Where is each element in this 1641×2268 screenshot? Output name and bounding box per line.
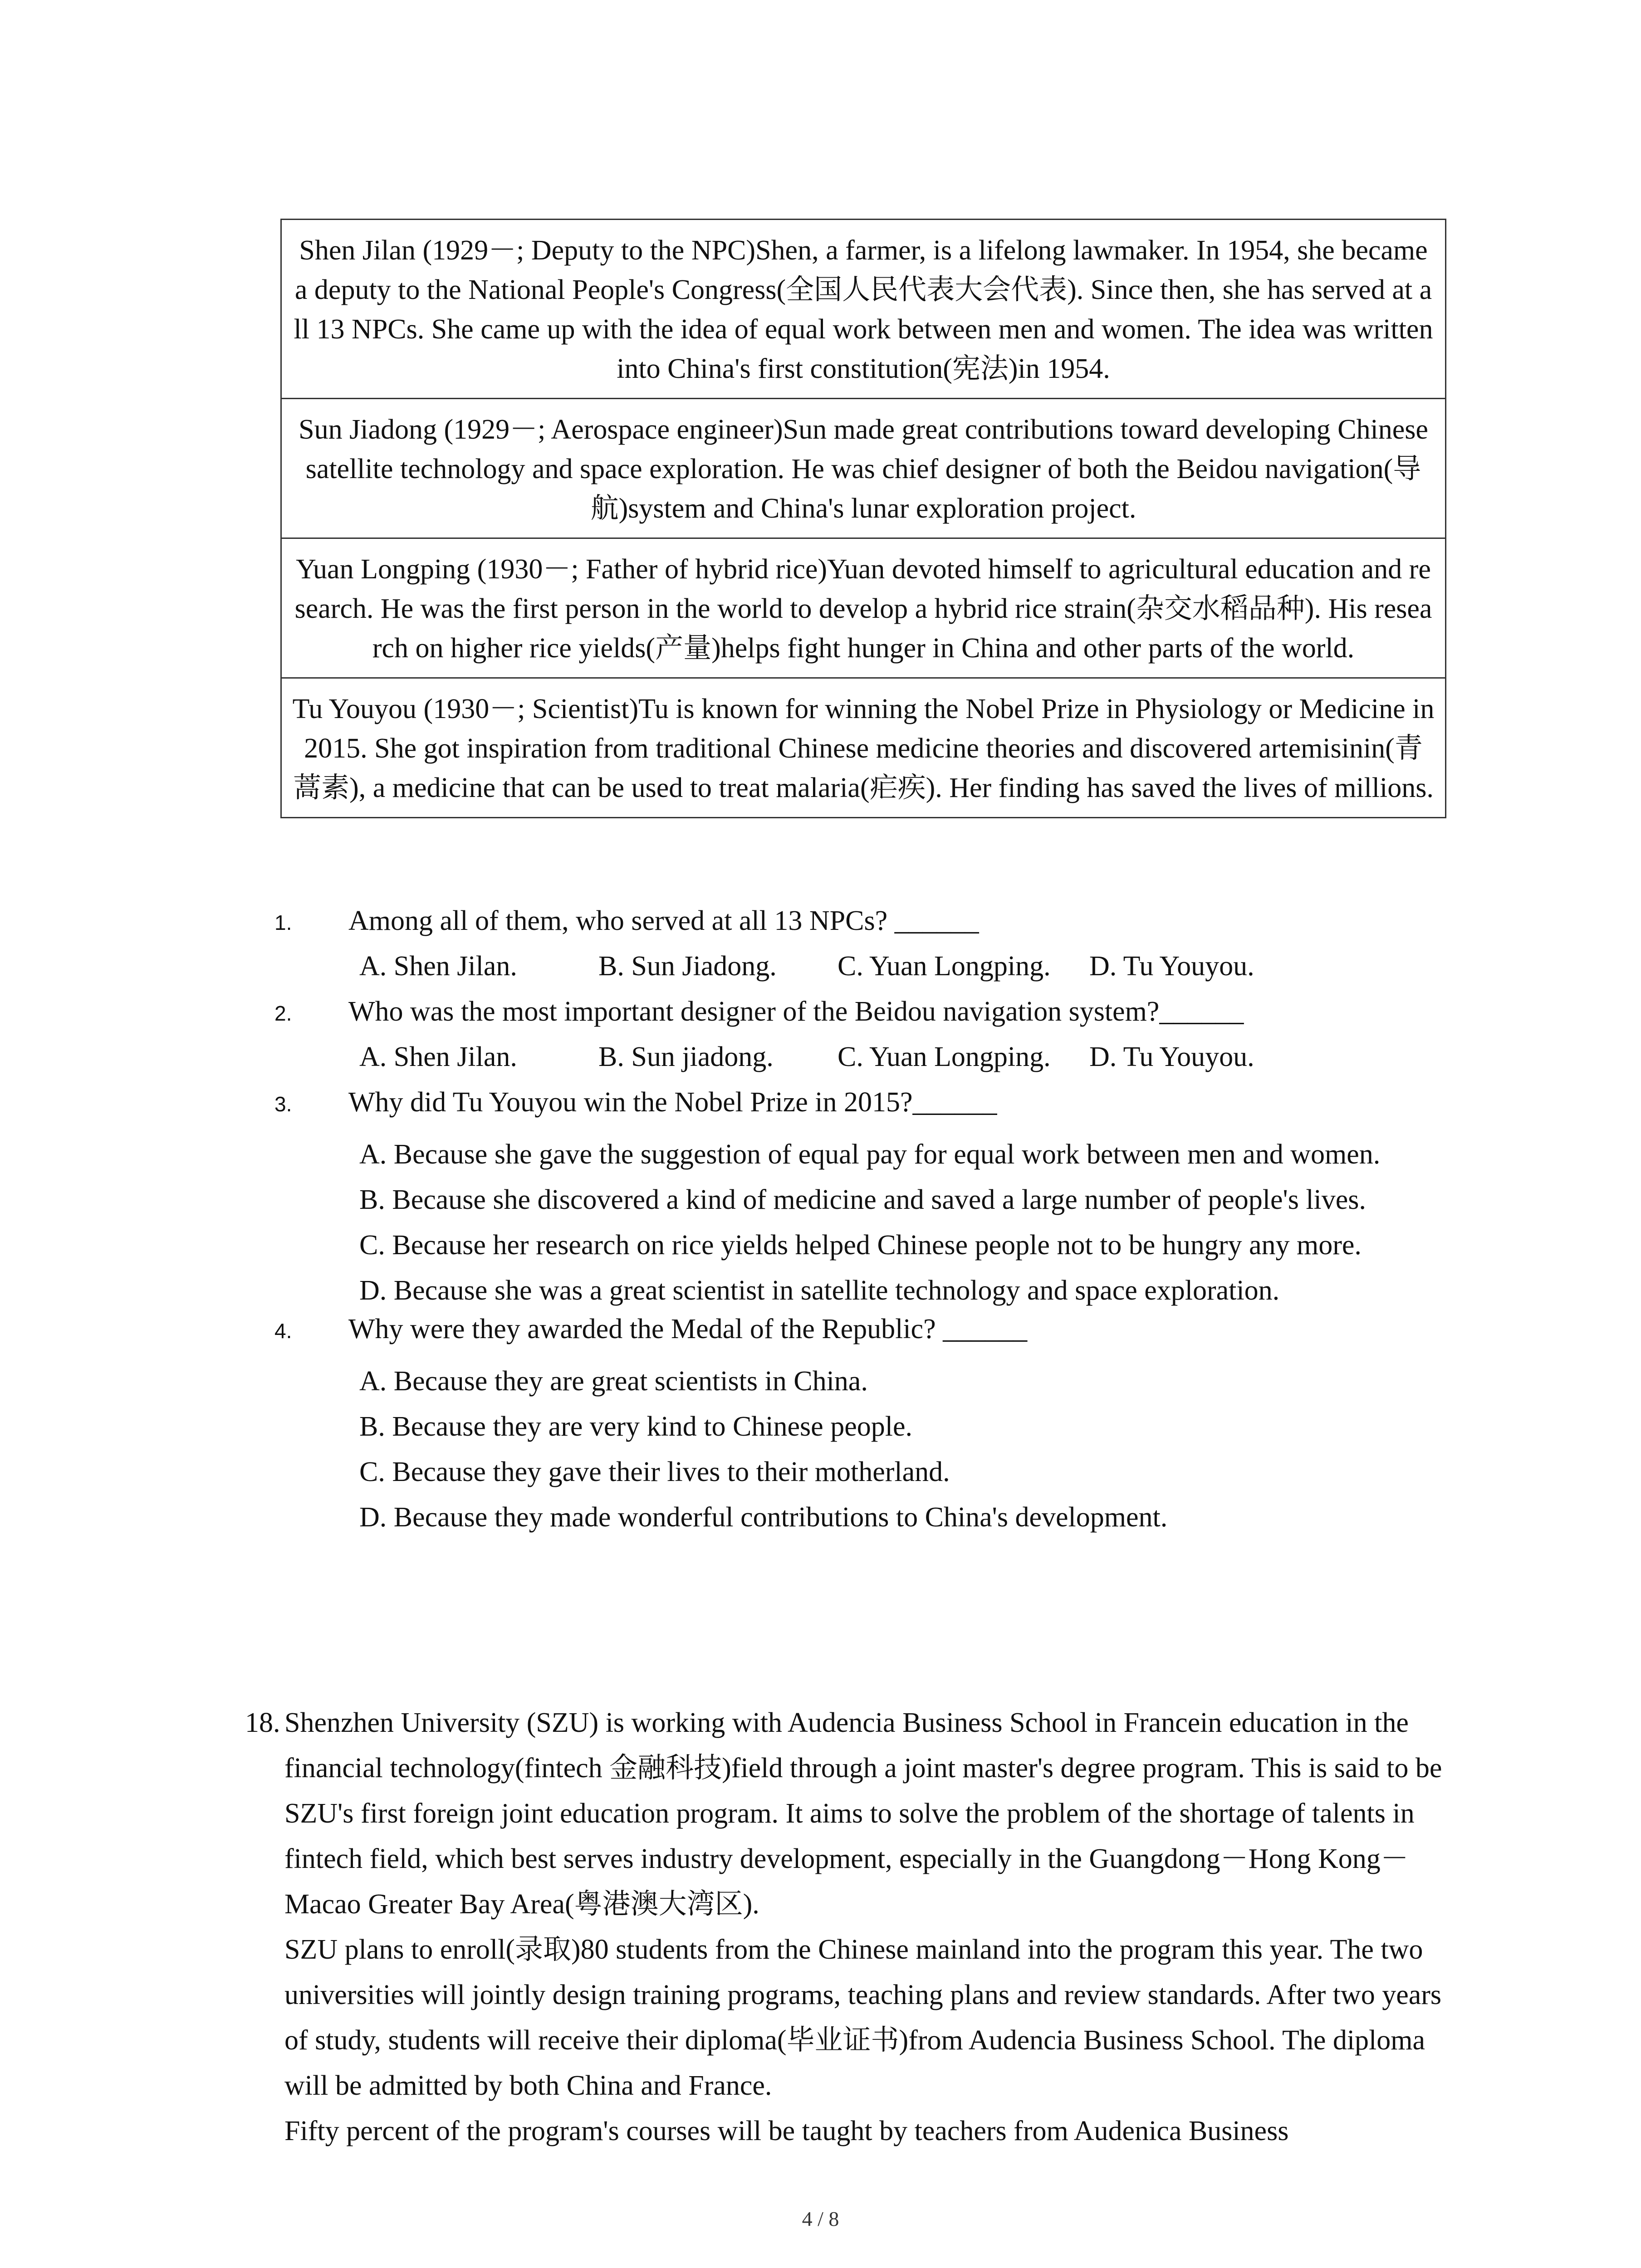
options-row	[359, 1041, 1499, 1086]
question-4	[274, 1313, 1499, 1540]
question-number: 2.	[274, 1002, 292, 1025]
passage-paragraph: SZU plans to enroll(录取)80 students from the Chinese mainland into the program this year. The two universities will jointly design training programs, teaching plans and review standards. After two years of study, students will receive their diploma(毕业证书)from Audencia Business School. The diploma will be admitted by both China and France.	[284, 1934, 1442, 2101]
bio-cell-sun-jiadong: Sun Jiadong (1929－; Aerospace engineer)Sun made great contributions toward developing Chinese satellite technology and space exploration. He was chief designer of both the Beidou navigation(导航)system and China's lunar exploration project.	[282, 399, 1445, 539]
option-d[interactable]: D. Tu Youyou.	[1089, 1041, 1254, 1072]
question-number: 3.	[274, 1092, 292, 1116]
bio-cell-yuan-longping: Yuan Longping (1930－; Father of hybrid rice)Yuan devoted himself to agricultural education and research. He was the first person in the world to develop a hybrid rice strain(杂交水稻品种). His research on higher rice yields(产量)helps fight hunger in China and other parts of the world.	[282, 539, 1445, 679]
question-text: Who was the most important designer of the Beidou navigation system?______	[348, 996, 1244, 1027]
biography-table	[280, 219, 1446, 818]
page-number: 4 / 8	[802, 2207, 839, 2230]
option-a[interactable]: A. Because she gave the suggestion of equal pay for equal work between men and women.	[359, 1139, 1381, 1170]
option-b[interactable]: B. Sun jiadong.	[598, 1041, 774, 1072]
option-b[interactable]: B. Because they are very kind to Chinese people.	[359, 1411, 912, 1442]
passage-paragraph: Fifty percent of the program's courses will be taught by teachers from Audenica Business	[284, 2116, 1289, 2146]
option-d[interactable]: D. Tu Youyou.	[1089, 951, 1254, 982]
option-c[interactable]: C. Yuan Longping.	[838, 951, 1051, 982]
option-a[interactable]: A. Shen Jilan.	[359, 951, 517, 982]
question-3	[274, 1086, 1499, 1313]
option-b[interactable]: B. Because she discovered a kind of medicine and saved a large number of people's lives.	[359, 1184, 1366, 1215]
option-a[interactable]: A. Shen Jilan.	[359, 1041, 517, 1072]
bio-cell-shen-jilan: Shen Jilan (1929－; Deputy to the NPC)Shen, a farmer, is a lifelong lawmaker. In 1954, she became a deputy to the National People's Congress(全国人民代表大会代表). Since then, she has served at all 13 NPCs. She came up with the idea of equal work between men and women. The idea was written into China's first constitution(宪法)in 1954.	[282, 220, 1445, 399]
option-a[interactable]: A. Because they are great scientists in China.	[359, 1366, 868, 1397]
reading-passage-18	[245, 1700, 1470, 2154]
option-c[interactable]: C. Yuan Longping.	[838, 1041, 1051, 1072]
option-c[interactable]: C. Because her research on rice yields helped Chinese people not to be hungry any more.	[359, 1230, 1362, 1261]
question-text: Why were they awarded the Medal of the Republic? ______	[348, 1314, 1028, 1344]
question-2	[274, 996, 1499, 1086]
question-number: 4.	[274, 1319, 292, 1343]
bio-cell-tu-youyou: Tu Youyou (1930－; Scientist)Tu is known for winning the Nobel Prize in Physiology or Medicine in 2015. She got inspiration from traditional Chinese medicine theories and discovered artemisinin(青蒿素), a medicine that can be used to treat malaria(疟疾). Her finding has saved the lives of millions.	[292, 694, 1435, 803]
passage-body	[284, 1700, 1464, 2154]
question-number: 1.	[274, 911, 292, 934]
option-d[interactable]: D. Because she was a great scientist in satellite technology and space exploration.	[359, 1275, 1280, 1306]
option-b[interactable]: B. Sun Jiadong.	[598, 951, 777, 982]
question-list	[274, 905, 1499, 1540]
passage-number: 18.	[245, 1707, 280, 1738]
passage-paragraph: Shenzhen University (SZU) is working with Audencia Business School in Francein education in the financial technology(fintech 金融科技)field through a joint master's degree program. This is said to be SZU's first foreign joint education program. It aims to solve the problem of the shortage of talents in fintech field, which best serves industry development, especially in the Guangdong－Hong Kong－Macao Greater Bay Area(粤港澳大湾区).	[284, 1707, 1442, 1920]
question-text: Among all of them, who served at all 13 NPCs? ______	[348, 905, 979, 936]
options-row	[359, 950, 1499, 996]
question-1	[274, 905, 1499, 996]
question-text: Why did Tu Youyou win the Nobel Prize in 2015?______	[348, 1087, 997, 1118]
option-d[interactable]: D. Because they made wonderful contributions to China's development.	[359, 1502, 1168, 1533]
option-c[interactable]: C. Because they gave their lives to their motherland.	[359, 1457, 950, 1487]
